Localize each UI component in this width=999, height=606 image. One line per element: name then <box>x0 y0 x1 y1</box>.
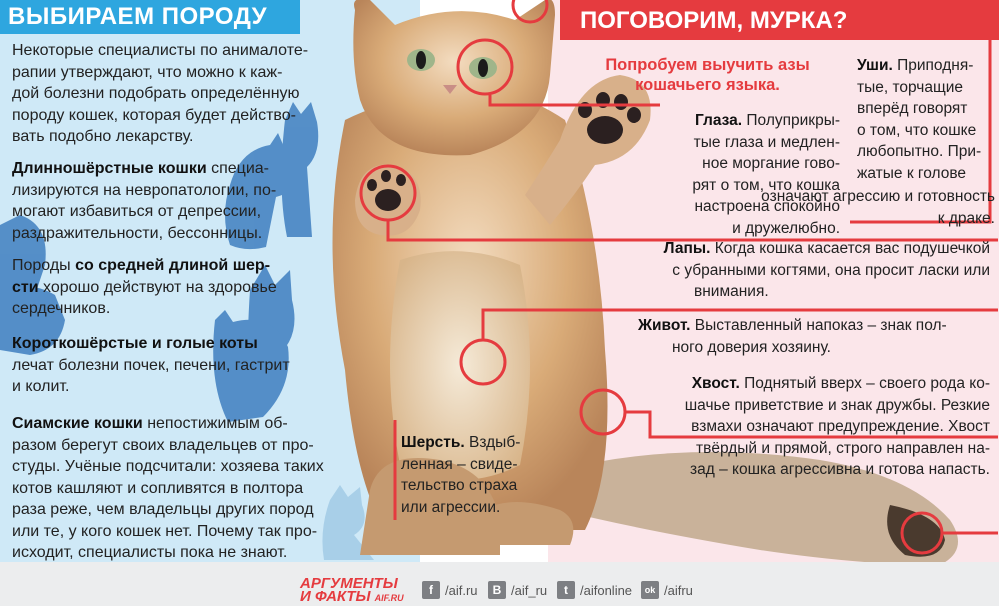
odnoklassniki-icon: ok <box>641 581 659 599</box>
shorthair-paragraph: Короткошёрстые и голые коты лечат болезни почек, печени, гастрит и колит. <box>12 335 290 395</box>
tail-marker-circle <box>902 513 942 553</box>
ears-annotation-end: означают агрессию и готовность к драке. <box>761 188 995 227</box>
facebook-icon: f <box>422 581 440 599</box>
ears-annotation: Уши. Приподня- тые, торчащие вперёд говорят о том, что кошке любопытно. При- жатые к голове <box>857 57 982 182</box>
social-twitter-link[interactable]: t /aifonline <box>557 580 632 600</box>
aif-logo[interactable]: АРГУМЕНТЫ И ФАКТЫ AIF.RU <box>300 575 404 605</box>
left-header: ВЫБИРАЕМ ПОРОДУ <box>0 0 300 34</box>
breed-intro: Некоторые специалисты по анималоте- рапии утверждают, что можно к каж- дой болезни подобрать определённую породу кошек, которая будет действо- вать подобно лекарству. <box>12 42 309 145</box>
fur-marker-circle <box>581 390 625 434</box>
eye-marker-circle <box>458 40 512 94</box>
tail-annotation: Хвост. Поднятый вверх – своего рода ко- шачье приветствие и знак дружбы. Резкие взмахи означают предупреждение. Хвост твёрдый и прямой, строго направлен на- зад – кошка агрессивна и готова напасть. <box>684 375 990 478</box>
top-marker-circle <box>513 0 547 22</box>
siamese-paragraph: Сиамские кошки непостижимым об- разом берегут своих владельцев от про- студы. Учёные подсчитали: хозяева таких котов кашляют и сопливятся в полтора раза реже, чем владельцы других пород или те, у кого кошек нет. Почему так про- исходит, специалисты пока не знают. <box>12 415 324 561</box>
paw-marker-circle <box>361 166 415 220</box>
belly-annotation: Живот. Выставленный напоказ – знак пол- ного доверия хозяину. <box>638 317 947 356</box>
subtitle: Попробуем выучить азы кошачьего языка. <box>605 56 810 94</box>
eyes-annotation: Глаза. Полуприкры- тые глаза и медлен- ное моргание гово- рят о том, что кошка настроена спокойно и дружелюбно. <box>692 112 840 237</box>
belly-marker-circle <box>461 340 505 384</box>
social-odnoklassniki-link[interactable]: ok /aifru <box>641 580 693 600</box>
social-facebook-link[interactable]: f /aif.ru <box>422 580 478 600</box>
fur-annotation: Шерсть. Вздыб- ленная – свиде- тельство страха или агрессии. <box>401 434 521 516</box>
twitter-icon: t <box>557 581 575 599</box>
right-header: ПОГОВОРИМ, МУРКА? <box>560 0 999 40</box>
longhair-paragraph: Длинношёрстные кошки специа- лизируются на невропатологии, по- могают избавиться от депрессии, раздражительности, бессонницы. <box>12 160 277 242</box>
social-vk-link[interactable]: B /aif_ru <box>488 580 547 600</box>
midhair-paragraph: Породы со средней длиной шер- сти хорошо действуют на здоровье сердечников. <box>12 257 277 317</box>
vk-icon: B <box>488 581 506 599</box>
paws-annotation: Лапы. Когда кошка касается вас подушечкой с убранными когтями, она просит ласки или внимания. <box>663 240 990 300</box>
